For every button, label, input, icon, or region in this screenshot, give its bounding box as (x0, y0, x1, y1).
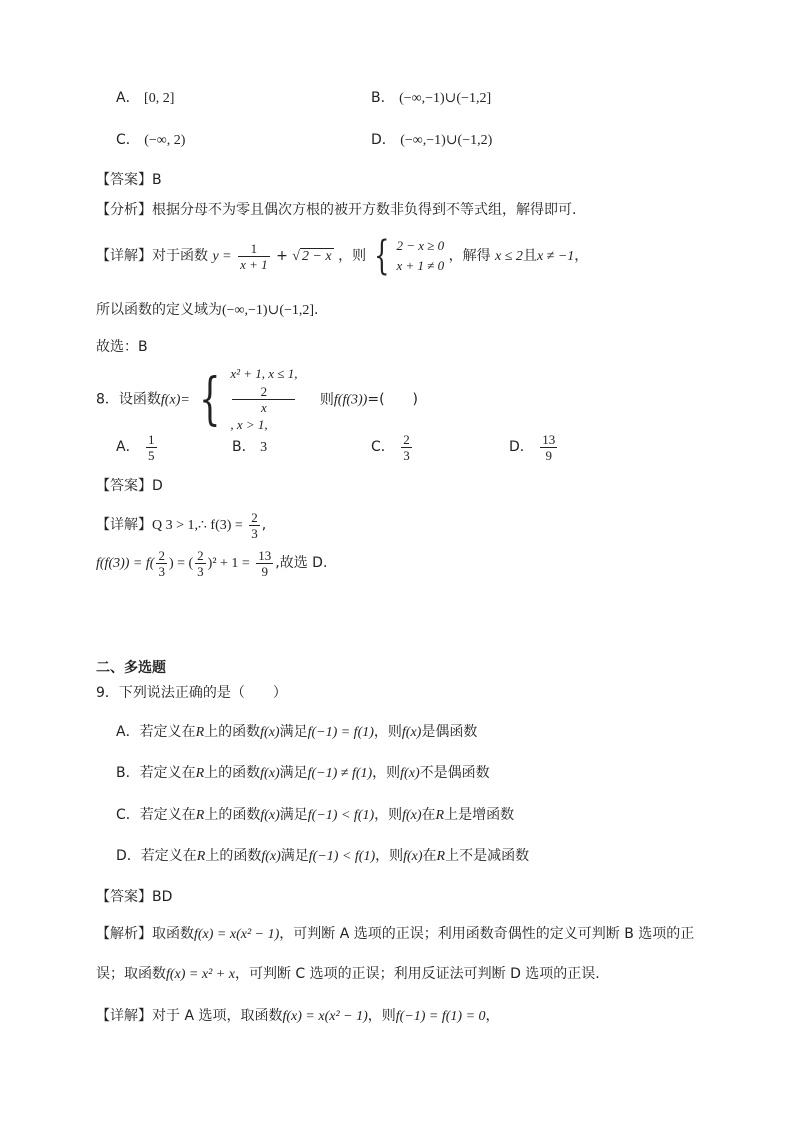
math-fx: f(x) (401, 725, 422, 740)
option-text: ，则 (375, 848, 404, 864)
option-label: B． (371, 90, 395, 106)
detail-math: f(f(3)) = f( (96, 556, 155, 571)
math-fx: f(x)= (160, 392, 190, 408)
choose-text: 故选：B (96, 339, 148, 355)
fraction (401, 432, 412, 463)
case-2-rest: , x > 1, (230, 417, 268, 432)
math-fx: f(x) (260, 808, 280, 823)
detail-math: Q 3 > 1,∴ f(3) = (152, 518, 243, 533)
option-label: D． (371, 132, 396, 148)
case-2 (230, 384, 297, 435)
detail-math: )² + 1 = (207, 556, 250, 571)
q8-option-c (371, 430, 414, 464)
fraction-numerator: 2 (158, 547, 165, 563)
plus-sign: + (276, 248, 288, 264)
math-R: R (195, 808, 205, 823)
domain-math: (−∞,−1)∪(−1,2] (222, 303, 315, 318)
option-label: D． (509, 439, 534, 455)
option-text: 满足 (279, 765, 308, 781)
fraction-numerator: 13 (542, 431, 556, 447)
fraction (249, 510, 260, 541)
option-text: 上的函数 (205, 848, 262, 864)
fraction-denominator: 3 (403, 447, 410, 463)
math-R: R (195, 766, 205, 781)
q7-domain (96, 300, 319, 321)
fraction-numerator: 1 (238, 241, 270, 257)
answer-value: BD (152, 889, 173, 905)
detail-text: ，则 (338, 248, 367, 264)
detail-tag: 【详解】 (96, 517, 152, 533)
sqrt-expr: √ 2 − x (292, 249, 332, 264)
inequality-system (396, 236, 444, 276)
math-R: R (196, 849, 206, 864)
fraction-numerator: 2 (232, 384, 295, 400)
case-1: x² + 1, x ≤ 1, (230, 366, 298, 381)
math-cond: f(−1) ≠ f(1) (307, 766, 373, 781)
explain-text: ，可判断 A 选项的正误；利用函数奇偶性的定义可判断 B 选项的正 (279, 926, 695, 942)
math-R: R (436, 849, 446, 864)
option-text: 满足 (280, 848, 309, 864)
left-brace: { (373, 233, 389, 279)
option-label: C． (371, 439, 395, 455)
explain-tag: 【解析】 (96, 926, 152, 942)
detail-text: ， (485, 1008, 500, 1024)
option-label: A． (116, 90, 140, 106)
fraction-denominator: 5 (148, 447, 155, 463)
detail-tag: 【详解】 (96, 1008, 152, 1024)
option-math: (−∞,−1)∪(−1,2) (400, 133, 493, 148)
q9-explain-2 (96, 964, 600, 985)
option-text: A．若定义在 (116, 724, 196, 740)
q9-option-b (116, 763, 490, 784)
detail-text: 对于 A 选项，取函数 (152, 1008, 283, 1024)
explain-text: 取函数 (152, 926, 194, 942)
fraction (256, 548, 273, 579)
option-text: 满足 (279, 807, 308, 823)
fraction (156, 548, 167, 579)
option-text: ，则 (374, 807, 403, 823)
fraction (232, 384, 295, 415)
option-text: 上不是减函数 (445, 848, 530, 864)
answer-tag: 【答案】 (96, 478, 152, 494)
math-cond: x ≤ 2 (495, 249, 523, 264)
fraction-numerator: 13 (258, 547, 272, 563)
math-fx: f(x) (260, 725, 280, 740)
system-line-1: 2 − x ≥ 0 (396, 238, 445, 253)
q8-detail-2 (96, 546, 327, 581)
option-text: 上的函数 (204, 807, 261, 823)
q8-option-d (509, 430, 559, 464)
option-text: 上是增函数 (444, 807, 515, 823)
fraction (146, 432, 157, 463)
answer-value: D (152, 478, 163, 494)
q7-option-c (116, 130, 185, 151)
answer-tag: 【答案】 (96, 172, 152, 188)
section-title (96, 658, 166, 678)
option-text: 满足 (279, 724, 308, 740)
system-line-2: x + 1 ≠ 0 (396, 258, 445, 273)
q8-option-b (232, 430, 267, 465)
fraction (238, 241, 270, 272)
domain-end: . (314, 302, 319, 318)
math-expr: f(x) = x² + x (166, 967, 235, 982)
fraction (195, 548, 206, 579)
fraction-numerator: 2 (197, 547, 204, 563)
fraction-denominator: x + 1 (240, 256, 268, 272)
fraction-denominator: 3 (251, 525, 258, 541)
option-math: (−∞,−1)∪(−1,2] (399, 91, 492, 106)
option-value: 3 (260, 440, 268, 455)
q7-option-a (116, 88, 174, 109)
detail-math: , (261, 517, 267, 533)
option-text: ，则 (373, 724, 402, 740)
detail-math: ) = ( (168, 556, 194, 571)
math-expr: f(−1) = f(1) = 0 (395, 1009, 486, 1024)
left-brace: { (199, 366, 221, 432)
q8-answer (96, 476, 163, 496)
option-math: (−∞, 2) (144, 133, 186, 148)
detail-text: ，解得 (448, 248, 491, 264)
analysis-text: 根据分母不为零且偶次方根的被开方数非负得到不等式组，解得即可. (152, 202, 577, 218)
q8-option-a (116, 430, 159, 464)
option-label: A． (116, 439, 140, 455)
explain-text: 误；取函数 (96, 966, 166, 982)
math-cond: f(−1) < f(1) (308, 849, 376, 864)
answer-tag: 【答案】 (96, 889, 152, 905)
stem-text: 8．设函数 (96, 391, 161, 408)
detail-text: ,故选 D. (275, 555, 328, 571)
piecewise (230, 364, 297, 435)
math-fx: f(x) (260, 766, 280, 781)
stem-text: 则 (319, 391, 334, 408)
fraction-denominator: 9 (261, 563, 269, 579)
option-text: 上的函数 (204, 765, 261, 781)
math-cond: f(−1) = f(1) (307, 725, 374, 740)
detail-text: ，则 (367, 1008, 396, 1024)
q9-answer (96, 887, 172, 907)
analysis-tag: 【分析】 (96, 202, 152, 218)
q9-detail (96, 1006, 500, 1027)
q7-analysis (96, 200, 576, 220)
math-y: y = (212, 249, 232, 264)
q9-option-a (116, 722, 477, 743)
fraction-denominator: 9 (545, 447, 552, 463)
q8-detail-1 (96, 508, 266, 543)
option-text: 在 (421, 807, 436, 823)
detail-text: 对于函数 (152, 248, 208, 264)
q7-option-d (371, 130, 492, 151)
domain-text: 所以函数的定义域为 (96, 302, 222, 318)
fraction-denominator: x (261, 400, 267, 415)
math-R: R (195, 725, 205, 740)
q9-option-d (116, 846, 529, 867)
fraction (540, 432, 557, 463)
math-expr: f(x) = x(x² − 1) (282, 1009, 368, 1024)
math-cond: x ≠ −1 (536, 249, 575, 264)
math-fx: f(x) (402, 808, 422, 823)
option-text: D．若定义在 (116, 848, 197, 864)
stem-text: 9．下列说法正确的是（ ） (96, 685, 287, 701)
fraction-numerator: 2 (403, 431, 410, 447)
option-text: ，则 (372, 765, 401, 781)
answer-value: B (152, 172, 162, 188)
q7-answer (96, 170, 162, 190)
fraction-denominator: 3 (158, 563, 165, 579)
q8-stem (96, 364, 418, 435)
option-text: 在 (422, 848, 437, 864)
q7-detail (96, 233, 589, 279)
q9-explain-1 (96, 924, 694, 945)
math-fx: f(x) (261, 849, 281, 864)
option-math: [0, 2] (144, 91, 175, 106)
option-label: C． (116, 132, 140, 148)
option-text: B．若定义在 (116, 765, 196, 781)
fraction-denominator: 3 (197, 563, 204, 579)
option-text: C．若定义在 (116, 807, 196, 823)
option-text: 不是偶函数 (419, 765, 490, 781)
math-ff3: f(f(3)) (333, 392, 368, 408)
sqrt-body: 2 − x (301, 249, 332, 264)
section-title-text: 二、多选题 (96, 660, 166, 676)
option-text: 上的函数 (204, 724, 261, 740)
q7-choose (96, 337, 148, 357)
fraction-numerator: 2 (251, 509, 258, 525)
q9-option-c (116, 805, 514, 826)
option-text: 是偶函数 (421, 724, 478, 740)
math-R: R (435, 808, 445, 823)
detail-tag: 【详解】 (96, 248, 152, 264)
option-label: B． (232, 439, 256, 455)
q9-stem (96, 683, 287, 703)
fraction-numerator: 1 (148, 431, 155, 447)
math-cond: f(−1) < f(1) (307, 808, 375, 823)
q7-option-b (371, 88, 491, 109)
detail-text: ， (574, 248, 589, 264)
math-expr: f(x) = x(x² − 1) (194, 927, 280, 942)
detail-text: 且 (522, 248, 537, 264)
math-fx: f(x) (403, 849, 423, 864)
stem-text: =( ) (367, 391, 418, 408)
math-fx: f(x) (400, 766, 420, 781)
explain-text: ，可判断 C 选项的正误；利用反证法可判断 D 选项的正误. (234, 966, 600, 982)
